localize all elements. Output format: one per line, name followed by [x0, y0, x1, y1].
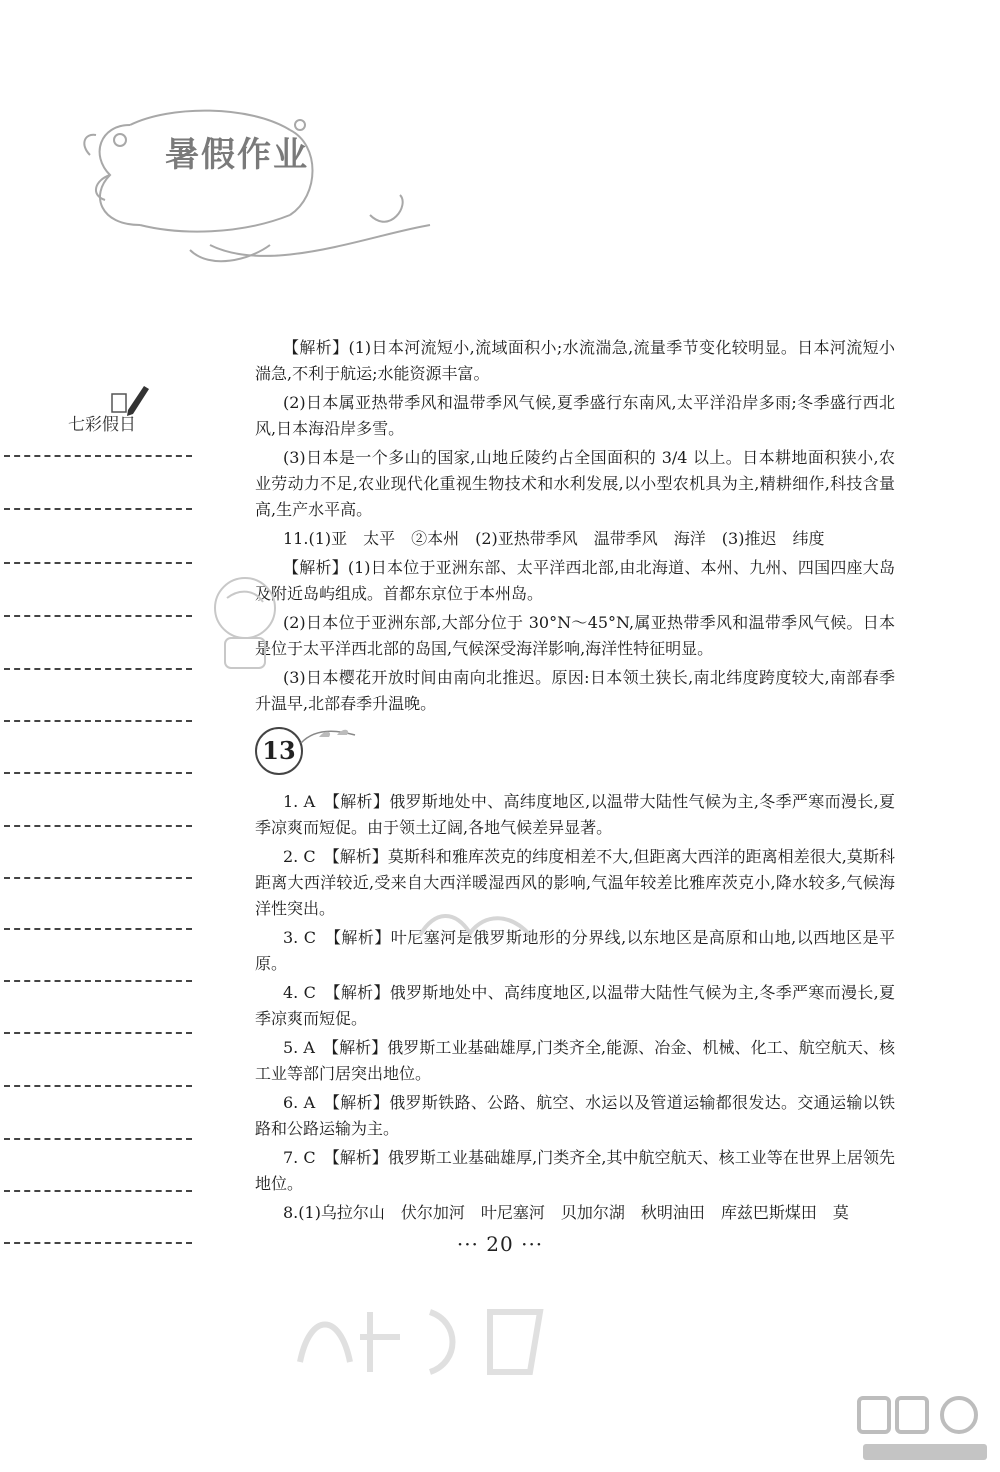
answer-line [4, 980, 192, 982]
paragraph: 6. A 【解析】俄罗斯铁路、公路、航空、水运以及管道运输都很发达。交通运输以铁路和公路运输为主。 [255, 1093, 895, 1138]
paragraph: (3)日本樱花开放时间由南向北推迟。原因:日本领土狭长,南北纬度跨度较大,南部春季升温早,北部春季升温晚。 [255, 668, 895, 713]
paragraph: 【解析】(1)日本位于亚洲东部、太平洋西北部,由北海道、本州、九州、四国四座大岛及附近岛屿组成。首都东京位于本州岛。 [255, 558, 895, 603]
answer-line [4, 508, 192, 510]
watermark-icon [415, 905, 535, 945]
sidebar [0, 380, 200, 1280]
paragraph: (3)日本是一个多山的国家,山地丘陵约占全国面积的 3/4 以上。日本耕地面积狭小,农业劳动力不足,农业现代化重视生物技术和水利发展,以小型农机具为主,精耕细作,科技含量高,生产水平高。 [255, 448, 895, 519]
answer-line [4, 1032, 192, 1034]
answer-line [4, 1085, 192, 1087]
answer-line [4, 615, 192, 617]
paragraph: 7. C 【解析】俄罗斯工业基础雄厚,门类齐全,其中航空航天、核工业等在世界上居领先地位。 [255, 1148, 895, 1193]
answer-line [4, 668, 192, 670]
answer-line [4, 825, 192, 827]
answer-line [4, 772, 192, 774]
paragraph: 8.(1)乌拉尔山 伏尔加河 叶尼塞河 贝加尔湖 秋明油田 库兹巴斯煤田 莫 [283, 1203, 849, 1222]
stamp-icon [205, 568, 285, 678]
sidebar-brand: 七彩假日 [68, 415, 136, 435]
logo-icon [855, 1392, 995, 1468]
badge-title: 暑假作业 [165, 135, 309, 175]
answer-line [4, 1138, 192, 1140]
watermark-bottom [290, 1292, 570, 1382]
answer-line [4, 1190, 192, 1192]
site-logo [855, 1392, 995, 1468]
paragraph: 【解析】(1)日本河流短小,流域面积小;水流湍急,流量季节变化较明显。日本河流短小湍急,不利于航运;水能资源丰富。 [255, 338, 895, 383]
paragraph: (2)日本属亚热带季风和温带季风气候,夏季盛行东南风,太平洋沿岸多雨;冬季盛行西北风,日本海沿岸多雪。 [255, 393, 895, 438]
watermark-mid [415, 905, 535, 945]
watermark-icon [290, 1292, 570, 1382]
watermark-stamp [205, 568, 285, 678]
paragraph: (2)日本位于亚洲东部,大部分位于 30°N～45°N,属亚热带季风和温带季风气候。日本是位于太平洋西北部的岛国,气候深受海洋影响,海洋性特征明显。 [255, 613, 895, 658]
answer-line [4, 455, 192, 457]
ornament-frame-icon [70, 85, 490, 285]
answer-line [4, 562, 192, 564]
paragraph: 11.(1)亚 太平 ②本州 (2)亚热带季风 温带季风 海洋 (3)推迟 纬度 [283, 529, 825, 548]
paragraph: 4. C 【解析】俄罗斯地处中、高纬度地区,以温带大陆性气候为主,冬季严寒而漫长,夏季凉爽而短促。 [255, 983, 895, 1028]
section-marker [255, 723, 895, 781]
section-number: 13 [255, 727, 303, 775]
answer-content [255, 335, 895, 1229]
paragraph: 2. C 【解析】莫斯科和雅库茨克的纬度相差不大,但距离大西洋的距离相差很大,莫斯科距离大西洋较近,受来自大西洋暖湿西风的影响,气温年较差比雅库茨克小,降水较多,气候海洋性突出。 [255, 847, 895, 918]
paragraph: 1. A 【解析】俄罗斯地处中、高纬度地区,以温带大陆性气候为主,冬季严寒而漫长,夏季凉爽而短促。由于领土辽阔,各地气候差异显著。 [255, 792, 895, 837]
paragraph: 3. C 【解析】叶尼塞河是俄罗斯地形的分界线,以东地区是高原和山地,以西地区是平原。 [255, 928, 895, 973]
leaf-ornament-icon [299, 725, 359, 755]
paragraph: 5. A 【解析】俄罗斯工业基础雄厚,门类齐全,能源、冶金、机械、化工、航空航天、核工业等部门居突出地位。 [255, 1038, 895, 1083]
page-number: ··· 20 ··· [456, 1232, 544, 1256]
answer-line [4, 928, 192, 930]
header-badge [70, 85, 490, 285]
answer-line [4, 877, 192, 879]
answer-line [4, 720, 192, 722]
